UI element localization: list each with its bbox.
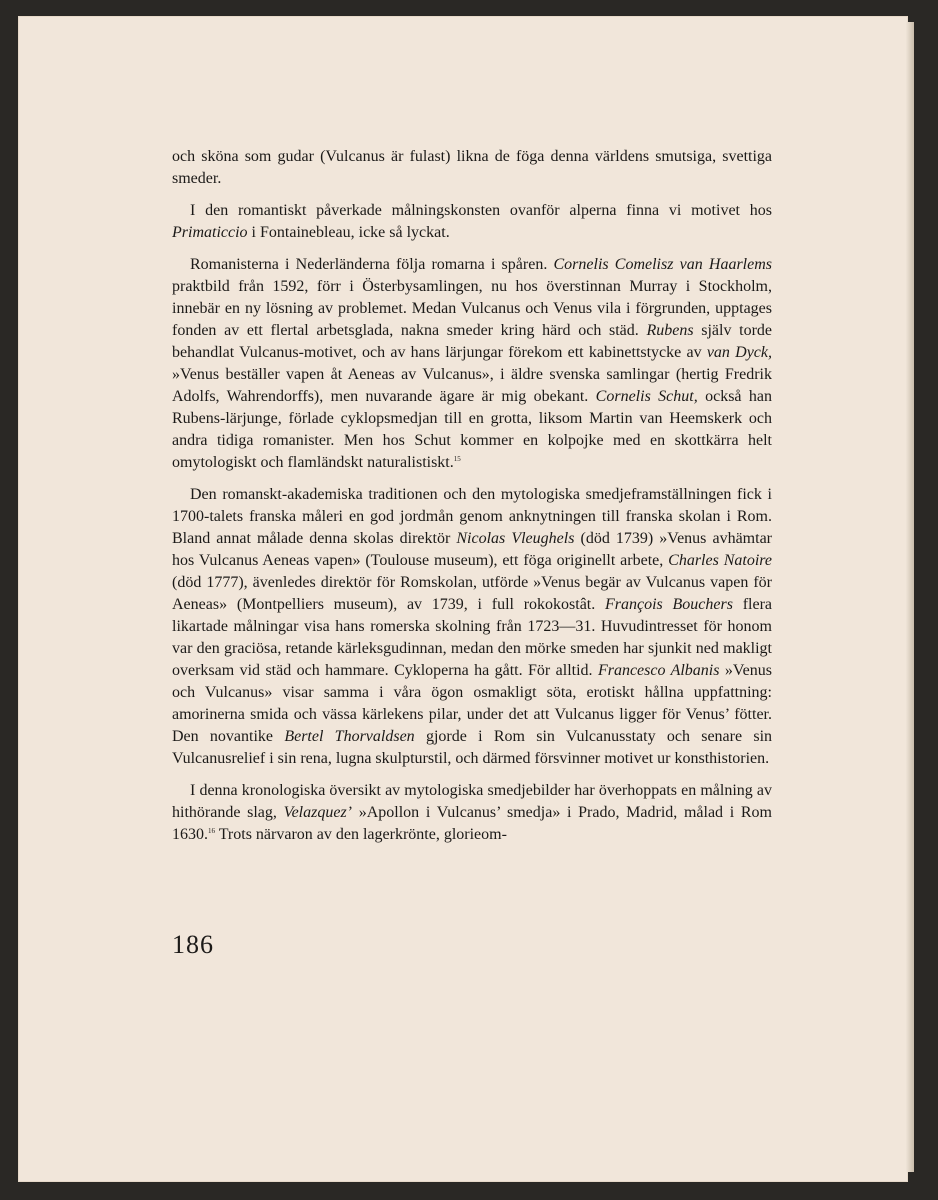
- text-run: I denna kronologiska översikt av mytologiska smedjebilder har överhoppats en målning av hithörande slag,: [172, 782, 772, 821]
- paragraph-4: [172, 484, 772, 770]
- italic-name: Charles Natoire: [668, 552, 772, 569]
- text-run: I den romantiskt påverkade målningskonsten ovanför alperna finna vi motivet hos: [190, 202, 772, 219]
- italic-name: Nicolas Vleughels: [456, 530, 575, 547]
- italic-name: François Bouchers: [605, 596, 733, 613]
- italic-name: van Dyck,: [706, 344, 772, 361]
- italic-name: Cornelis Schut,: [595, 388, 698, 405]
- text-run: i Fontainebleau, icke så lyckat.: [247, 224, 450, 241]
- page-number: 186: [172, 930, 214, 959]
- italic-name: Francesco Albanis: [597, 662, 720, 679]
- italic-name: Velazquez’: [283, 804, 353, 821]
- text-run: och sköna som gudar (Vulcanus är fulast) likna de föga denna världens smutsiga, svettiga smeder.: [172, 148, 772, 187]
- text-run: Trots närvaron av den lagerkrönte, glorieom-: [215, 826, 507, 843]
- paragraph-5: [172, 780, 772, 846]
- text-run: (död 1739) »Venus avhämtar hos Vulcanus Aeneas vapen» (Toulouse museum), ett föga originellt arbete,: [172, 530, 773, 569]
- text-run: flera likartade målningar visa hans romerska skolning från 1723—31. Huvudintresset för honom var den graciösa, retande kärleksgudinnan, medan den mörke smeden har sjunkit ned makligt overksam vid städ och hammare. Cykloperna ha gått. För alltid.: [172, 596, 773, 679]
- italic-name: Cornelis Comelisz van Haarlems: [553, 256, 773, 273]
- text-run: själv torde behandlat Vulcanus-motivet, och av hans lärjungar förekom ett kabinettstycke av: [172, 322, 772, 361]
- text-run: (död 1777), ävenledes direktör för Romskolan, utförde »Venus begär av Vulcanus vapen för Aeneas» (Montpelliers museum), av 1739, i full rokokostât.: [172, 574, 772, 613]
- paragraph-3: [172, 254, 772, 474]
- text-run: Den romanskt-akademiska traditionen och den mytologiska smedjeframställningen fick i 1700-talets franska måleri en god jordmån genom anknytningen till franska skolan i Rom. Bland annat målade denna skolas direktör: [172, 486, 772, 547]
- italic-name: Rubens: [646, 322, 694, 339]
- paragraph-2: [172, 200, 772, 244]
- page-edge: [906, 22, 914, 1172]
- text-run: Romanisterna i Nederländerna följa romarna i spåren.: [190, 256, 554, 273]
- text-run: också han Rubens-lärjunge, förlade cyklopsmedjan till en grotta, liksom Martin van Heemskerk och andra tidiga romanister. Men hos Schut kommer en kolpojke med en skottkärra helt omytologiskt och flamländskt naturalistiskt.: [172, 388, 773, 471]
- paragraph-1: [172, 146, 772, 190]
- footnote-ref: 16: [208, 827, 215, 835]
- italic-name: Primaticcio: [172, 224, 248, 241]
- text-run: praktbild från 1592, förr i Österbysamlingen, nu hos överstinnan Murray i Stockholm, innebär en ny lösning av problemet. Medan Vulcanus och Venus vila i förgrunden, upptages fonden av ett flertal arbetsglada, nakna smeder kring härd och städ.: [172, 278, 772, 339]
- body-text: [172, 146, 772, 856]
- text-run: »Venus beställer vapen åt Aeneas av Vulcanus», i äldre svenska samlingar (hertig Fredrik Adolfs, Wahrendorffs), men nuvarande ägare är mig obekant.: [172, 366, 772, 405]
- footnote-ref: 15: [453, 455, 461, 463]
- text-run: »Apollon i Vulcanus’ smedja» i Prado, Madrid, målad i Rom 1630.: [172, 804, 772, 843]
- text-run: »Venus och Vulcanus» visar samma i våra ögon osmakligt söta, erotiskt hållna uppfattning: amorinerna smida och vässa kärlekens pilar, under det att Vulcanus ligger för Venus’ fötter. Den novantike: [172, 662, 772, 745]
- italic-name: Bertel Thorvaldsen: [284, 728, 415, 745]
- text-run: gjorde i Rom sin Vulcanusstaty och senare sin Vulcanusrelief i sin rena, lugna skulpturstil, och därmed försvinner motivet ur konsthistorien.: [172, 728, 773, 767]
